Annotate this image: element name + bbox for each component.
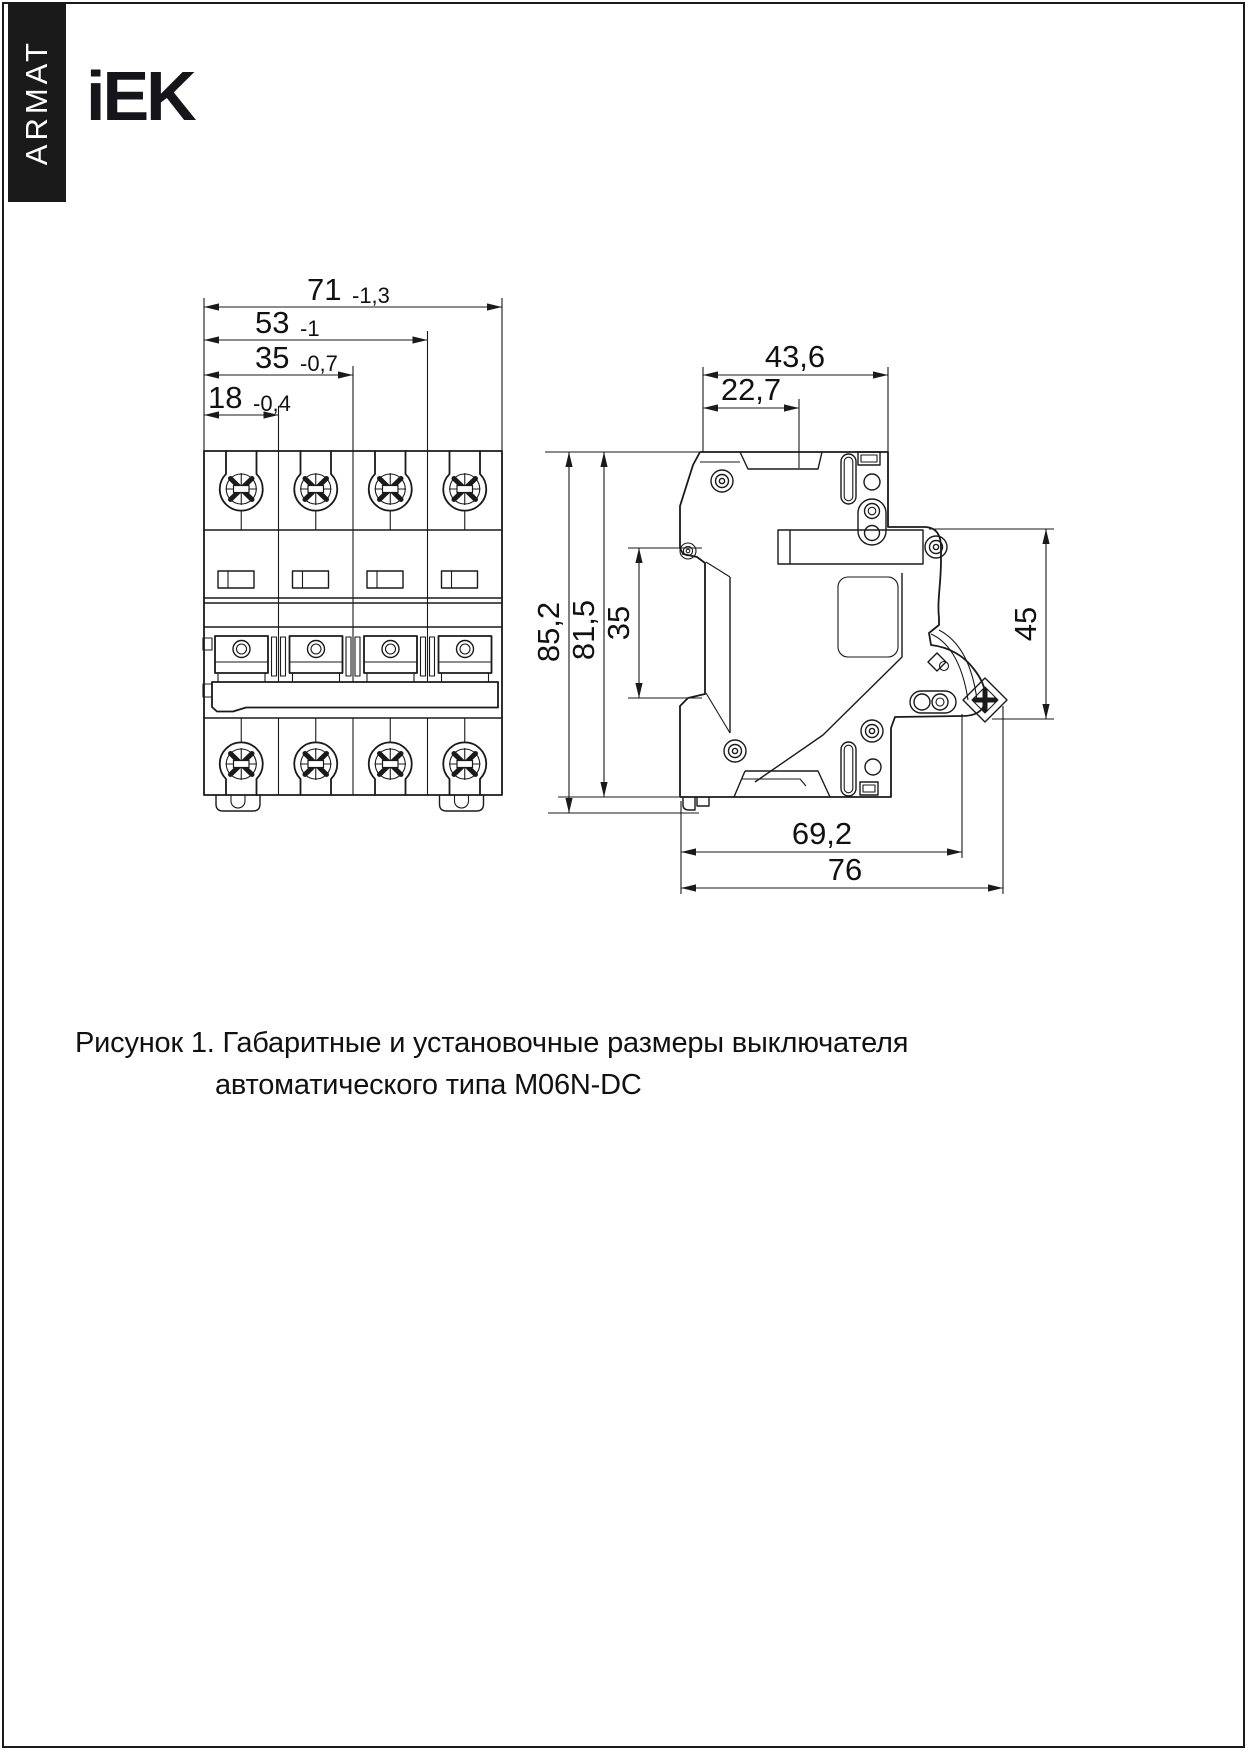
front-view-dimensions — [204, 272, 502, 451]
dim-18-tolerance: -0,4 — [253, 391, 291, 416]
side-view-body — [680, 452, 1007, 810]
dim-35-tolerance: -0,7 — [300, 351, 338, 376]
dim-35-rail-label: 35 — [601, 605, 636, 641]
dim-53-tolerance: -1 — [300, 316, 320, 341]
dim-43-6-label: 43,6 — [764, 339, 826, 374]
rivets — [680, 470, 947, 762]
front-view-body — [203, 451, 502, 811]
dim-18-value: 18 — [208, 380, 243, 415]
handle-tie-bar — [212, 682, 498, 712]
dim-71-value: 71 — [307, 272, 342, 307]
dim-85-2-label: 85,2 — [531, 601, 566, 663]
bottom-tabs — [216, 795, 484, 811]
dim-22-7-label: 22,7 — [720, 372, 782, 407]
figure-caption — [75, 1022, 908, 1106]
dim-45-label: 45 — [1008, 606, 1043, 642]
figure-caption-line2: автоматического типа М06N-DC — [215, 1069, 642, 1101]
side-view-drawing — [531, 339, 1054, 894]
figure-caption-line1: Рисунок 1. Габаритные и установочные размеры выключателя — [75, 1027, 909, 1059]
front-view-drawing — [203, 272, 502, 811]
armat-label: ARMAT — [19, 38, 54, 166]
iek-logo: iEK — [86, 57, 194, 135]
dim-69-2-label: 69,2 — [791, 816, 853, 851]
dim-71-tolerance: -1,3 — [352, 283, 390, 308]
dim-53-value: 53 — [255, 305, 290, 340]
dim-35-value: 35 — [255, 340, 290, 375]
dim-76-label: 76 — [827, 852, 863, 887]
dim-81-5-label: 81,5 — [566, 599, 601, 661]
side-view-dimensions — [531, 339, 1054, 894]
